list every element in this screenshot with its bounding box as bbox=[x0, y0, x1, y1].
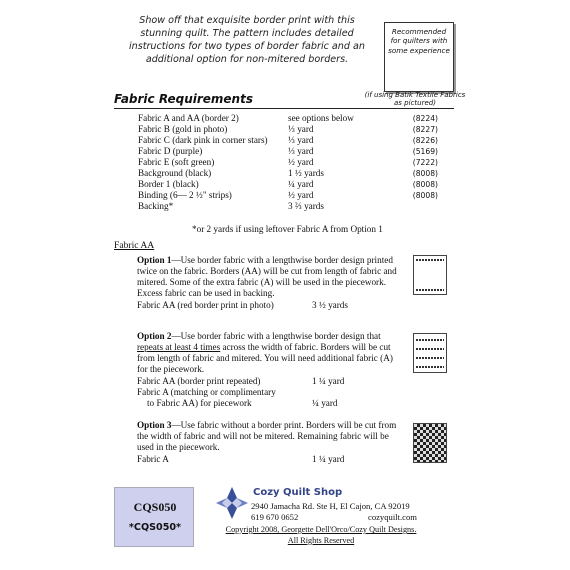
fabric-row-name: Background (black) bbox=[138, 168, 212, 178]
option-3-swatch-image bbox=[413, 423, 447, 463]
shop-phone: 619 670 0652 bbox=[251, 512, 299, 522]
fabric-row-amount: ½ yard bbox=[288, 190, 314, 200]
option-2-line-2-label-a: Fabric A (matching or complimentary bbox=[137, 387, 276, 397]
fabric-row-name: Border 1 (black) bbox=[138, 179, 199, 189]
option-1-text: —Use border fabric with a lengthwise border design printed twice on the fabric. Borders (AA) will be cut from length of fabric and mitered. Some of the extra fabric (A) will be used in the piecework. Excess fabric can be used in backing. bbox=[137, 255, 397, 298]
product-code-box bbox=[114, 487, 194, 547]
fabric-aa-heading: Fabric AA bbox=[114, 240, 155, 251]
fabric-row bbox=[138, 146, 438, 157]
option-2-line-1-label: Fabric AA (border print repeated) bbox=[137, 376, 261, 386]
option-1-fabric-line bbox=[137, 300, 397, 311]
option-2-fabric-line-2 bbox=[137, 398, 397, 409]
fabric-requirements-title: Fabric Requirements bbox=[114, 92, 253, 106]
intro-text: Show off that exquisite border print with this stunning quilt. The pattern includes detailed instructions for two types of border fabric and an additional option for non-mitered borders. bbox=[128, 15, 365, 65]
fabric-row-amount: 1 ½ yards bbox=[288, 168, 324, 178]
fabric-row-amount: ½ yard bbox=[288, 157, 314, 167]
fabric-row-name: Fabric E (soft green) bbox=[138, 157, 215, 167]
option-1-swatch-image bbox=[413, 255, 447, 295]
fabric-row bbox=[138, 113, 438, 124]
shop-name: Cozy Quilt Shop bbox=[253, 487, 343, 498]
option-2-text-underlined: repeats at least 4 times bbox=[137, 342, 221, 352]
fabric-row-name: Fabric A and AA (border 2) bbox=[138, 113, 239, 123]
fabric-row bbox=[138, 135, 438, 146]
fabric-row-code: (8008) bbox=[412, 169, 438, 178]
copyright-line: Copyright 2008, Georgette Dell'Orco/Cozy Quilt Designs. bbox=[225, 525, 417, 534]
option-2-line-2-label-b: to Fabric AA) for piecework bbox=[147, 398, 252, 408]
fabric-row bbox=[138, 201, 438, 212]
option-3-label: Option 3 bbox=[137, 420, 172, 430]
option-1-label: Option 1 bbox=[137, 255, 172, 265]
fabric-row-name: Binding (6— 2 ½" strips) bbox=[138, 190, 232, 200]
option-3-fabric-line bbox=[137, 454, 397, 465]
product-barcode-text: *CQS050* bbox=[128, 522, 182, 533]
fabric-row-amount: ⅓ yard bbox=[288, 124, 314, 134]
option-2-line-1-amount: 1 ¼ yard bbox=[312, 376, 345, 386]
fabric-row-code: (8227) bbox=[412, 125, 438, 134]
fabric-row-amount: ⅓ yard bbox=[288, 146, 314, 156]
fabric-row-name: Fabric C (dark pink in corner stars) bbox=[138, 135, 268, 145]
fabric-row-name: Fabric B (gold in photo) bbox=[138, 124, 228, 134]
fabric-row-amount: 3 ⅔ yards bbox=[288, 201, 324, 211]
fabric-row-code: (8224) bbox=[412, 114, 438, 123]
option-1-fabric-label: Fabric AA (red border print in photo) bbox=[137, 300, 274, 310]
option-2-label: Option 2 bbox=[137, 331, 172, 341]
fabric-row bbox=[138, 157, 438, 168]
fabric-row-code: (8008) bbox=[412, 180, 438, 189]
option-2-fabric-line-1 bbox=[137, 376, 397, 387]
fabric-row-name: Backing* bbox=[138, 201, 174, 211]
batik-note: (if using Batik Textile Fabrics as pictured) bbox=[364, 91, 466, 107]
rights-line: All Rights Reserved bbox=[287, 536, 355, 545]
option-2-line-2-amount: ¼ yard bbox=[312, 398, 338, 408]
option-2-swatch-image bbox=[413, 333, 447, 373]
shop-website: cozyquilt.com bbox=[368, 512, 417, 522]
fabric-row bbox=[138, 168, 438, 179]
fabric-row bbox=[138, 190, 438, 201]
fabric-row-amount: see options below bbox=[288, 113, 354, 123]
option-3-fabric-label: Fabric A bbox=[137, 454, 169, 464]
option-1-description bbox=[137, 255, 397, 299]
shop-address: 2940 Jamacha Rd. Ste H, El Cajon, CA 92019 bbox=[251, 501, 410, 511]
option-1-fabric-amount: 3 ½ yards bbox=[312, 300, 348, 310]
fabric-row-code: (8226) bbox=[412, 136, 438, 145]
option-2 bbox=[137, 331, 397, 409]
recommendation-note: Recommended for quilters with some experience bbox=[384, 22, 454, 92]
fabric-row bbox=[138, 124, 438, 135]
backing-footnote: *or 2 yards if using leftover Fabric A from Option 1 bbox=[192, 224, 383, 234]
fabric-row bbox=[138, 179, 438, 190]
option-3-text: —Use fabric without a border print. Borders will be cut from the width of fabric and will not be mitered. Remaining fabric will be used in the piecework. bbox=[137, 420, 397, 452]
option-1 bbox=[137, 255, 397, 311]
option-3-fabric-amount: 1 ¼ yard bbox=[312, 454, 345, 464]
fabric-row-amount: ¼ yard bbox=[288, 179, 314, 189]
copyright-notice bbox=[206, 524, 436, 546]
fabric-row-code: (8008) bbox=[412, 191, 438, 200]
title-divider bbox=[114, 108, 454, 109]
fabric-row-code: (5169) bbox=[412, 147, 438, 156]
option-3 bbox=[137, 420, 397, 465]
fabric-requirements-table bbox=[138, 113, 438, 212]
option-3-description bbox=[137, 420, 397, 453]
fabric-row-code: (7222) bbox=[412, 158, 438, 167]
fabric-row-amount: ⅓ yard bbox=[288, 135, 314, 145]
fabric-row-code bbox=[388, 201, 438, 212]
option-2-description bbox=[137, 331, 397, 375]
product-code: CQS050 bbox=[133, 500, 177, 514]
option-2-text-a: —Use border fabric with a lengthwise border design that bbox=[171, 331, 381, 341]
option-2-text-b: across the width of fabric. Borders will be cut from length of fabric and mitered. You will need additional fabric (A) for the piecework. bbox=[137, 342, 393, 374]
quilt-star-logo-icon bbox=[215, 486, 249, 520]
fabric-row-name: Fabric D (purple) bbox=[138, 146, 203, 156]
